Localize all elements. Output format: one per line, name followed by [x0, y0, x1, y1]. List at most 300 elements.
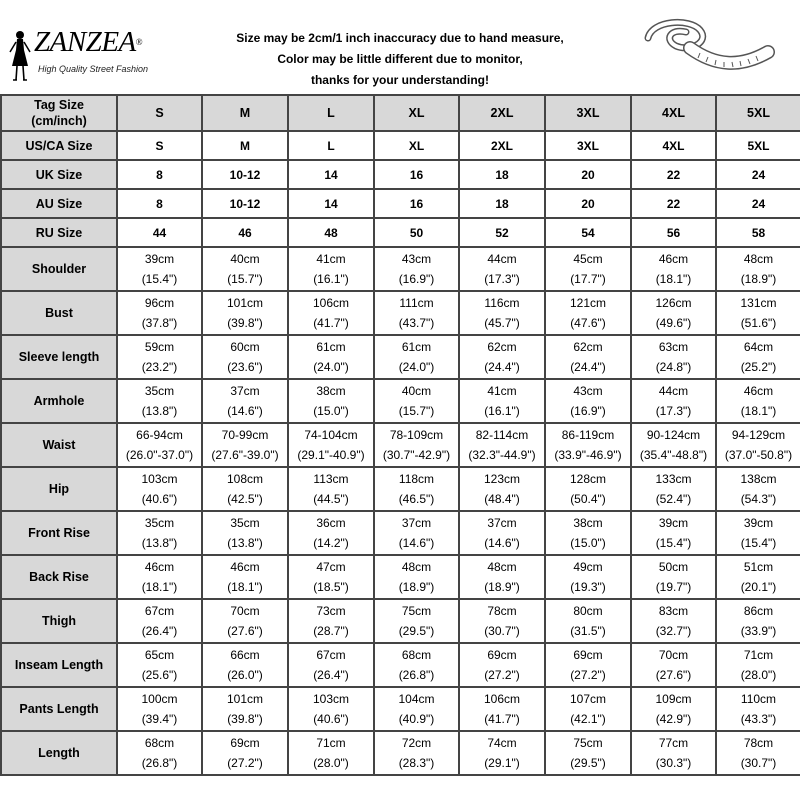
cm-value: 59cm — [144, 340, 175, 354]
inch-value: (27.2") — [484, 668, 520, 682]
inch-value: (39.4") — [141, 712, 178, 726]
size-cell: 54 — [545, 218, 631, 247]
inch-value: (30.7") — [740, 756, 777, 770]
cm-value: 75cm — [401, 604, 432, 618]
cm-value: 67cm — [316, 648, 346, 662]
row-label: Sleeve length — [1, 335, 117, 379]
measurement-cell — [374, 511, 459, 555]
cm-value: 46cm — [658, 252, 689, 266]
measurement-cell — [117, 731, 202, 775]
notice-line: Color may be little different due to monitor, — [277, 52, 523, 66]
inch-value: (30.7") — [484, 624, 520, 638]
measurement-cell — [545, 291, 631, 335]
measurement-cell — [459, 643, 545, 687]
measurement-cell — [545, 599, 631, 643]
cm-value: 66cm — [230, 648, 260, 662]
inch-value: (27.6") — [227, 624, 263, 638]
inch-value: (39.8") — [227, 316, 263, 330]
measurement-cell — [545, 687, 631, 731]
inch-value: (47.6") — [570, 316, 606, 330]
cm-value: 35cm — [144, 384, 175, 398]
size-cell: M — [202, 131, 288, 160]
measurement-cell — [631, 731, 716, 775]
measurement-cell — [631, 467, 716, 511]
measurement-cell — [716, 687, 800, 731]
measurement-row — [1, 335, 800, 379]
cm-value: 71cm — [743, 648, 774, 662]
measurement-cell — [288, 467, 374, 511]
inch-value: (33.9"-46.9") — [554, 448, 622, 462]
size-row — [1, 189, 800, 218]
cm-value: 46cm — [230, 560, 260, 574]
brand-name: ZANZEA® — [34, 26, 143, 58]
measurement-cell — [117, 379, 202, 423]
size-cell: XL — [374, 131, 459, 160]
row-label: Back Rise — [1, 555, 117, 599]
size-cell: 16 — [374, 189, 459, 218]
size-cell: L — [288, 131, 374, 160]
measurement-cell — [459, 687, 545, 731]
inch-value: (29.1"-40.9") — [297, 448, 365, 462]
cm-value: 109cm — [655, 692, 692, 706]
cm-value: 106cm — [312, 296, 350, 310]
measurement-cell — [117, 247, 202, 291]
cm-value: 39cm — [658, 516, 689, 530]
row-label: Thigh — [1, 599, 117, 643]
row-label: Armhole — [1, 379, 117, 423]
cm-value: 90-124cm — [646, 428, 701, 442]
measurement-row — [1, 379, 800, 423]
cm-value: 128cm — [569, 472, 607, 486]
row-label — [1, 95, 117, 131]
cm-value: 107cm — [569, 692, 607, 706]
measurement-cell — [202, 291, 288, 335]
measurement-cell — [202, 335, 288, 379]
size-cell: S — [117, 131, 202, 160]
measurement-cell — [459, 423, 545, 467]
measurement-cell — [288, 643, 374, 687]
cm-value: 80cm — [573, 604, 603, 618]
inch-value: (18.9") — [484, 580, 520, 594]
size-row — [1, 160, 800, 189]
measurement-cell — [545, 335, 631, 379]
row-label-text: US/CA Size — [25, 138, 93, 153]
cm-value: 41cm — [487, 384, 517, 398]
cm-value: 78cm — [743, 736, 774, 750]
size-cell: 3XL — [545, 95, 631, 131]
row-label: Inseam Length — [1, 643, 117, 687]
notice-line: thanks for your understanding! — [310, 73, 489, 87]
cm-value: 48cm — [743, 252, 774, 266]
measurement-cell — [117, 511, 202, 555]
measurement-cell — [545, 247, 631, 291]
size-cell: 18 — [459, 189, 545, 218]
size-cell: S — [117, 95, 202, 131]
cm-value: 101cm — [226, 296, 264, 310]
measurement-row — [1, 555, 800, 599]
inch-value: (17.3") — [655, 404, 692, 418]
cm-value: 74cm — [487, 736, 517, 750]
cm-value: 39cm — [144, 252, 175, 266]
cm-value: 86-119cm — [561, 428, 615, 442]
inch-value: (23.2") — [141, 360, 178, 374]
cm-value: 61cm — [316, 340, 346, 354]
measurement-cell — [459, 335, 545, 379]
cm-value: 70cm — [230, 604, 260, 618]
size-cell: 58 — [716, 218, 800, 247]
measuring-tape-icon — [630, 8, 780, 88]
measurement-cell — [117, 423, 202, 467]
inch-value: (24.4") — [570, 360, 606, 374]
size-cell: 3XL — [545, 131, 631, 160]
cm-value: 100cm — [141, 692, 178, 706]
inch-value: (42.9") — [655, 712, 692, 726]
inch-value: (28.0") — [740, 668, 777, 682]
measurement-cell — [459, 599, 545, 643]
row-label — [1, 160, 117, 189]
cm-value: 44cm — [658, 384, 689, 398]
inch-value: (24.4") — [484, 360, 520, 374]
inch-value: (18.9") — [398, 580, 435, 594]
cm-value: 75cm — [573, 736, 603, 750]
inch-value: (45.7") — [484, 316, 520, 330]
size-cell: 5XL — [716, 95, 800, 131]
size-cell: 8 — [117, 160, 202, 189]
inch-value: (42.1") — [570, 712, 606, 726]
cm-value: 83cm — [658, 604, 689, 618]
cm-value: 36cm — [316, 516, 346, 530]
cm-value: 48cm — [487, 560, 517, 574]
cm-value: 78cm — [487, 604, 517, 618]
inch-value: (17.3") — [484, 272, 520, 286]
inch-value: (40.6") — [313, 712, 349, 726]
inch-value: (43.3") — [740, 712, 777, 726]
measurement-cell — [716, 467, 800, 511]
measurement-cell — [288, 335, 374, 379]
inch-value: (14.6") — [227, 404, 263, 418]
inch-value: (39.8") — [227, 712, 263, 726]
measurement-cell — [288, 511, 374, 555]
inch-value: (48.4") — [484, 492, 520, 506]
cm-value: 108cm — [226, 472, 264, 486]
measurement-cell — [716, 247, 800, 291]
inch-value: (41.7") — [313, 316, 349, 330]
measurement-row — [1, 467, 800, 511]
cm-value: 94-129cm — [731, 428, 786, 442]
cm-value: 62cm — [487, 340, 517, 354]
measurement-cell — [202, 379, 288, 423]
cm-value: 131cm — [740, 296, 777, 310]
inch-value: (32.3"-44.9") — [468, 448, 536, 462]
measurement-cell — [545, 643, 631, 687]
cm-value: 69cm — [487, 648, 517, 662]
size-cell: 14 — [288, 189, 374, 218]
measurement-cell — [631, 555, 716, 599]
inch-value: (50.4") — [570, 492, 606, 506]
measurement-row — [1, 599, 800, 643]
inch-value: (18.1") — [740, 404, 777, 418]
measurement-cell — [459, 511, 545, 555]
measurement-cell — [631, 599, 716, 643]
measurement-cell — [202, 687, 288, 731]
cm-value: 50cm — [658, 560, 689, 574]
inch-value: (26.0"-37.0") — [125, 448, 194, 462]
measurement-cell — [288, 731, 374, 775]
inch-value: (15.4") — [655, 536, 692, 550]
row-label-text: AU Size — [35, 196, 83, 211]
measurement-cell — [202, 731, 288, 775]
measurement-cell — [459, 731, 545, 775]
cm-value: 121cm — [569, 296, 607, 310]
measurement-cell — [459, 555, 545, 599]
measurement-cell — [202, 423, 288, 467]
inch-value: (42.5") — [227, 492, 263, 506]
inch-value: (40.9") — [398, 712, 435, 726]
row-label: Hip — [1, 467, 117, 511]
measurement-cell — [459, 467, 545, 511]
size-cell: L — [288, 95, 374, 131]
row-label: Front Rise — [1, 511, 117, 555]
size-cell: 16 — [374, 160, 459, 189]
inch-value: (15.4") — [740, 536, 777, 550]
measurement-cell — [631, 335, 716, 379]
measurement-cell — [374, 423, 459, 467]
cm-value: 48cm — [401, 560, 432, 574]
measurement-cell — [117, 291, 202, 335]
measurement-cell — [716, 511, 800, 555]
inch-value: (37.0"-50.8") — [724, 448, 793, 462]
inch-value: (15.7") — [398, 404, 435, 418]
size-cell: 22 — [631, 189, 716, 218]
measurement-cell — [716, 291, 800, 335]
measurement-cell — [545, 467, 631, 511]
measurement-cell — [374, 731, 459, 775]
cm-value: 138cm — [740, 472, 777, 486]
size-cell: 14 — [288, 160, 374, 189]
measurement-cell — [459, 291, 545, 335]
measurement-notice — [200, 28, 600, 91]
row-label-text: UK Size — [35, 167, 83, 182]
measurement-row — [1, 291, 800, 335]
measurement-cell — [288, 599, 374, 643]
inch-value: (51.6") — [740, 316, 777, 330]
inch-value: (27.6"-39.0") — [211, 448, 279, 462]
size-row — [1, 95, 800, 131]
measurement-cell — [716, 643, 800, 687]
measurement-cell — [288, 687, 374, 731]
inch-value: (20.1") — [740, 580, 777, 594]
inch-value: (28.7") — [313, 624, 349, 638]
inch-value: (26.4") — [313, 668, 349, 682]
inch-value: (49.6") — [655, 316, 692, 330]
row-label: Pants Length — [1, 687, 117, 731]
cm-value: 68cm — [401, 648, 432, 662]
inch-value: (15.4") — [141, 272, 178, 286]
inch-value: (23.6") — [227, 360, 263, 374]
inch-value: (28.3") — [398, 756, 435, 770]
row-label — [1, 189, 117, 218]
measurement-cell — [545, 511, 631, 555]
measurement-cell — [374, 599, 459, 643]
inch-value: (24.0") — [313, 360, 349, 374]
cm-value: 40cm — [230, 252, 260, 266]
inch-value: (15.0") — [313, 404, 349, 418]
row-label-text: RU Size — [35, 225, 83, 240]
cm-value: 123cm — [483, 472, 521, 486]
cm-value: 43cm — [401, 252, 432, 266]
cm-value: 106cm — [483, 692, 521, 706]
row-label-text: (cm/inch) — [31, 114, 87, 128]
inch-value: (46.5") — [398, 492, 435, 506]
cm-value: 101cm — [226, 692, 264, 706]
cm-value: 41cm — [316, 252, 346, 266]
inch-value: (27.2") — [227, 756, 263, 770]
size-cell: XL — [374, 95, 459, 131]
inch-value: (13.8") — [141, 404, 178, 418]
measurement-cell — [117, 467, 202, 511]
inch-value: (16.1") — [313, 272, 349, 286]
measurement-cell — [545, 555, 631, 599]
measurement-cell — [202, 643, 288, 687]
measurement-cell — [374, 555, 459, 599]
size-cell: 52 — [459, 218, 545, 247]
measurement-cell — [288, 423, 374, 467]
size-chart-table — [0, 94, 800, 776]
size-cell: 48 — [288, 218, 374, 247]
measurement-cell — [288, 247, 374, 291]
inch-value: (41.7") — [484, 712, 520, 726]
inch-value: (13.8") — [227, 536, 263, 550]
cm-value: 96cm — [144, 296, 175, 310]
size-cell: 20 — [545, 160, 631, 189]
cm-value: 62cm — [573, 340, 603, 354]
size-cell: M — [202, 95, 288, 131]
measurement-cell — [202, 247, 288, 291]
inch-value: (16.1") — [484, 404, 520, 418]
size-cell: 10-12 — [202, 189, 288, 218]
measurement-cell — [117, 643, 202, 687]
inch-value: (18.1") — [227, 580, 263, 594]
brand-tagline: High Quality Street Fashion — [38, 64, 149, 74]
fashion-figure-icon — [8, 30, 32, 82]
cm-value: 46cm — [743, 384, 774, 398]
size-row — [1, 218, 800, 247]
cm-value: 71cm — [316, 736, 346, 750]
cm-value: 74-104cm — [304, 428, 358, 442]
inch-value: (16.9") — [398, 272, 435, 286]
measurement-cell — [374, 379, 459, 423]
cm-value: 63cm — [658, 340, 689, 354]
inch-value: (25.6") — [141, 668, 178, 682]
cm-value: 116cm — [484, 296, 520, 310]
size-cell: 56 — [631, 218, 716, 247]
cm-value: 86cm — [743, 604, 774, 618]
size-cell: 50 — [374, 218, 459, 247]
cm-value: 46cm — [144, 560, 175, 574]
measurement-cell — [545, 379, 631, 423]
inch-value: (33.9") — [740, 624, 777, 638]
inch-value: (16.9") — [570, 404, 606, 418]
header — [0, 0, 800, 94]
inch-value: (26.4") — [141, 624, 178, 638]
measurement-cell — [202, 467, 288, 511]
cm-value: 60cm — [230, 340, 260, 354]
cm-value: 133cm — [655, 472, 692, 486]
measurement-cell — [545, 423, 631, 467]
size-row — [1, 131, 800, 160]
size-cell: 2XL — [459, 95, 545, 131]
inch-value: (13.8") — [141, 536, 178, 550]
inch-value: (31.5") — [570, 624, 606, 638]
measurement-cell — [631, 247, 716, 291]
measurement-cell — [716, 335, 800, 379]
row-label: Length — [1, 731, 117, 775]
measurement-cell — [374, 247, 459, 291]
cm-value: 67cm — [144, 604, 175, 618]
inch-value: (17.7") — [570, 272, 606, 286]
measurement-row — [1, 731, 800, 775]
measurement-cell — [631, 511, 716, 555]
inch-value: (44.5") — [313, 492, 349, 506]
inch-value: (37.8") — [141, 316, 178, 330]
cm-value: 103cm — [312, 692, 350, 706]
cm-value: 110cm — [740, 692, 777, 706]
cm-value: 66-94cm — [136, 428, 183, 442]
measurement-cell — [117, 687, 202, 731]
inch-value: (15.0") — [570, 536, 606, 550]
inch-value: (18.1") — [141, 580, 178, 594]
measurement-cell — [374, 291, 459, 335]
cm-value: 103cm — [141, 472, 178, 486]
inch-value: (26.8") — [398, 668, 435, 682]
size-cell: 24 — [716, 189, 800, 218]
measurement-cell — [631, 643, 716, 687]
measurement-row — [1, 247, 800, 291]
inch-value: (30.7"-42.9") — [382, 448, 451, 462]
measurement-cell — [117, 555, 202, 599]
row-label: Waist — [1, 423, 117, 467]
inch-value: (29.5") — [398, 624, 435, 638]
inch-value: (26.8") — [141, 756, 178, 770]
cm-value: 69cm — [573, 648, 603, 662]
notice-line: Size may be 2cm/1 inch inaccuracy due to hand measure, — [236, 31, 564, 45]
size-cell: 22 — [631, 160, 716, 189]
cm-value: 35cm — [144, 516, 175, 530]
brand-logo — [4, 24, 184, 84]
inch-value: (18.5") — [313, 580, 349, 594]
row-label: Shoulder — [1, 247, 117, 291]
cm-value: 73cm — [316, 604, 346, 618]
cm-value: 61cm — [401, 340, 432, 354]
size-cell: 4XL — [631, 131, 716, 160]
cm-value: 39cm — [743, 516, 774, 530]
cm-value: 40cm — [401, 384, 432, 398]
cm-value: 35cm — [230, 516, 260, 530]
row-label — [1, 131, 117, 160]
measurement-cell — [288, 291, 374, 335]
row-label — [1, 218, 117, 247]
size-cell: 24 — [716, 160, 800, 189]
measurement-cell — [202, 599, 288, 643]
cm-value: 65cm — [144, 648, 175, 662]
cm-value: 77cm — [658, 736, 689, 750]
size-cell: 8 — [117, 189, 202, 218]
cm-value: 82-114cm — [475, 428, 529, 442]
cm-value: 68cm — [144, 736, 175, 750]
inch-value: (26.0") — [227, 668, 263, 682]
inch-value: (15.7") — [227, 272, 263, 286]
measurement-cell — [631, 379, 716, 423]
